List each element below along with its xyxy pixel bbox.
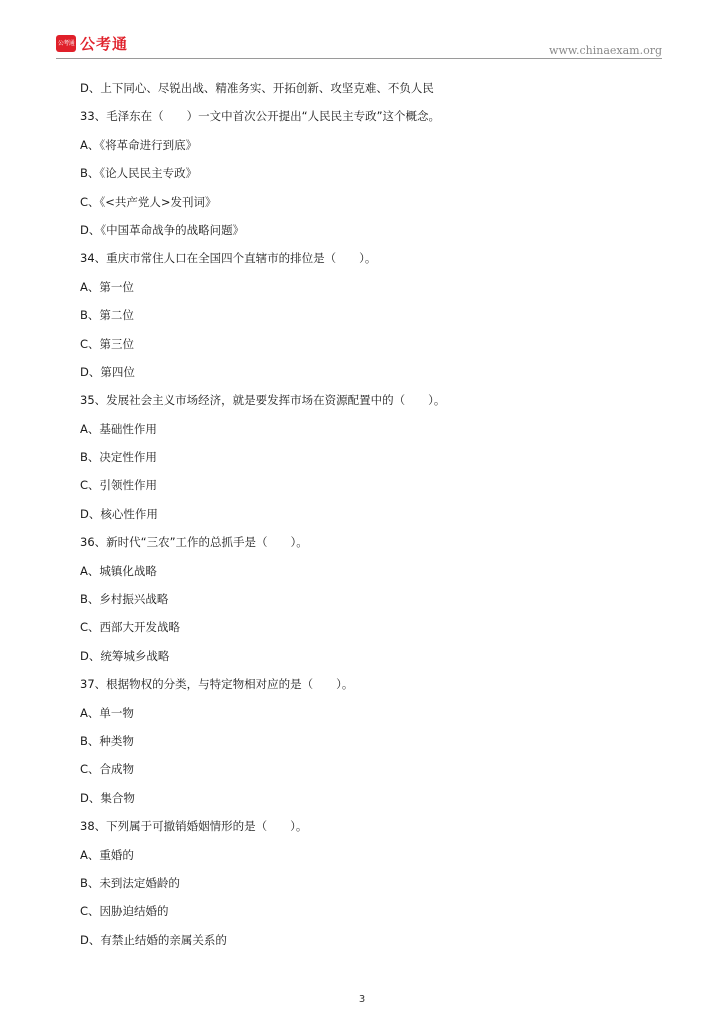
option-text: D、有禁止结婚的亲属关系的 [80,932,227,947]
page-number: 3 [358,994,366,1005]
header-divider [56,58,662,59]
question-text: 38、下列属于可撤销婚姻情形的是（ ）。 [80,819,308,834]
site-url: www.chinaexam.org [549,44,662,57]
question-text: 33、毛泽东在（ ）一文中首次公开提出“人民民主专政”这个概念。 [80,109,441,124]
option-text: C、因胁迫结婚的 [80,904,169,919]
question-text: 36、新时代“三农”工作的总抓手是（ ）。 [80,535,308,550]
logo-badge-icon: 公考通 [56,35,76,52]
option-text: D、统筹城乡战略 [80,648,170,663]
option-text: D、集合物 [80,790,135,805]
question-text: 34、重庆市常住人口在全国四个直辖市的排位是（ ）。 [80,251,377,266]
option-text: B、种类物 [80,733,134,748]
option-text: C、西部大开发战略 [80,620,181,635]
logo-text: 公考通 [80,35,129,53]
option-text: A、《将革命进行到底》 [80,137,198,152]
brand-logo [56,33,128,54]
option-text: B、第二位 [80,308,134,323]
option-text: B、乡村振兴战略 [80,592,169,607]
option-text: A、单一物 [80,705,134,720]
page-header [0,0,724,60]
option-text: D、核心性作用 [80,506,158,521]
option-text: A、第一位 [80,279,134,294]
option-text: A、城镇化战略 [80,563,157,578]
option-text: C、第三位 [80,336,135,351]
question-text: 35、发展社会主义市场经济，就是要发挥市场在资源配置中的（ ）。 [80,393,446,408]
document-body [80,74,660,954]
option-text: A、重婚的 [80,847,134,862]
option-text: B、决定性作用 [80,450,157,465]
option-text: D、《中国革命战争的战略问题》 [80,222,245,237]
option-text: A、基础性作用 [80,421,157,436]
option-text: C、合成物 [80,762,135,777]
option-text: C、引领性作用 [80,478,158,493]
option-text: B、《论人民民主专政》 [80,166,198,181]
question-text: 37、根据物权的分类，与特定物相对应的是（ ）。 [80,677,354,692]
option-text: B、未到法定婚龄的 [80,875,180,890]
option-text: C、《<共产党人>发刊词》 [80,194,217,209]
option-text: D、第四位 [80,364,135,379]
option-text: D、上下同心、尽锐出战、精准务实、开拓创新、攻坚克难、不负人民 [80,81,434,95]
